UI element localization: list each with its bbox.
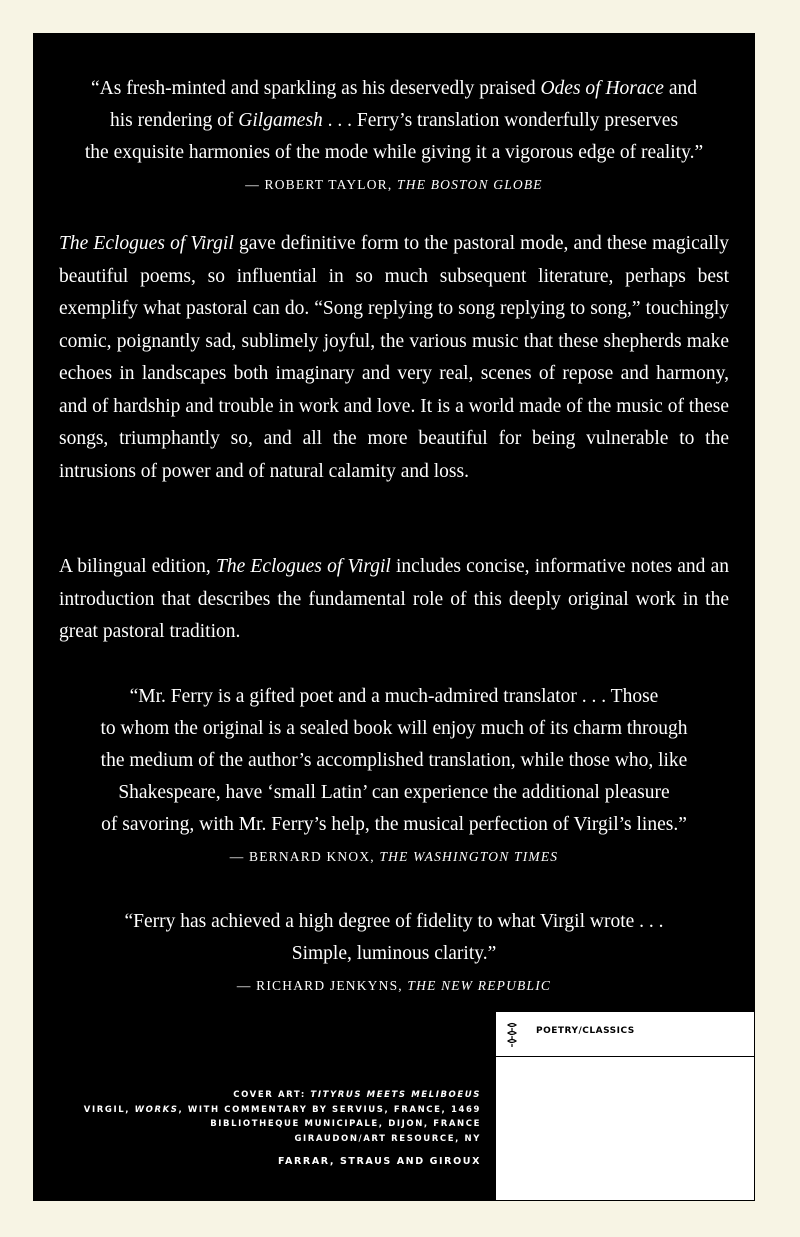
quote-line: the medium of the author’s accomplished translation, while those who, like <box>100 750 688 771</box>
book-title: The Eclogues of Virgil <box>59 233 234 254</box>
source-credit: VIRGIL, WORKS, WITH COMMENTARY BY SERVIUS, FRANCE, 1469 <box>83 1104 481 1115</box>
quote-washington-times <box>33 681 755 873</box>
quote-line: to whom the original is a sealed book will enjoy much of its charm through <box>100 718 688 739</box>
bilingual-edition-paragraph: A bilingual edition, The Eclogues of Virgil includes concise, informative notes and an introduction that describes the fundamental role of this deeply original work in the great pastoral tradition. <box>59 556 729 642</box>
quote-line: the exquisite harmonies of the mode while giving it a vigorous edge of reality.” <box>84 142 704 163</box>
cover-art-credit: COVER ART: TITYRUS MEETS MELIBOEUS <box>233 1090 481 1100</box>
category-strip <box>496 1012 754 1057</box>
quote-attribution: — RICHARD JENKYNS, THE NEW REPUBLIC <box>236 978 552 993</box>
quote-attribution: — BERNARD KNOX, THE WASHINGTON TIMES <box>229 849 559 864</box>
quote-line: “Mr. Ferry is a gifted poet and a much-admired translator . . . Those <box>129 686 659 707</box>
fsg-colophon-icon <box>506 1022 518 1048</box>
quote-attribution: — ROBERT TAYLOR, THE BOSTON GLOBE <box>245 177 543 192</box>
quote-line: of savoring, with Mr. Ferry’s help, the musical perfection of Virgil’s lines.” <box>101 814 687 835</box>
quote-line: Simple, luminous clarity.” <box>291 943 497 964</box>
quote-new-republic <box>33 906 755 1002</box>
book-title: The Eclogues of Virgil <box>215 556 391 577</box>
agency-credit: GIRAUDON/ART RESOURCE, NY <box>294 1133 481 1144</box>
category-label: POETRY/CLASSICS <box>536 1026 635 1036</box>
cover-credits <box>61 1088 481 1170</box>
quote-line: Shakespeare, have ‘small Latin’ can experience the additional pleasure <box>118 782 670 803</box>
library-credit: BIBLIOTHEQUE MUNICIPALE, DIJON, FRANCE <box>210 1119 481 1129</box>
quote-line: his rendering of Gilgamesh . . . Ferry’s translation wonderfully preserves <box>109 110 679 131</box>
quote-line: “Ferry has achieved a high degree of fidelity to what Virgil wrote . . . <box>124 911 664 932</box>
quote-boston-globe <box>33 73 755 201</box>
description-paragraph: The Eclogues of Virgil gave definitive form to the pastoral mode, and these magically beautiful poems, so influential in so much subsequent literature, perhaps best exemplify what pastoral can do. “Song replying to song replying to song,” touchingly comic, poignantly sad, sublimely joyful, the various music that these shepherds make echoes in landscapes both imaginary and very real, scenes of repose and harmony, and of hardship and trouble in work and love. It is a world made of the music of these songs, triumphantly so, and all the more beautiful for being vulnerable to the intrusions of power and of natural calamity and loss. <box>59 233 729 482</box>
quote-line: “As fresh-minted and sparkling as his deservedly praised Odes of Horace and <box>91 78 697 99</box>
barcode-box <box>495 1011 755 1201</box>
publisher-name: FARRAR, STRAUS AND GIROUX <box>278 1156 481 1167</box>
